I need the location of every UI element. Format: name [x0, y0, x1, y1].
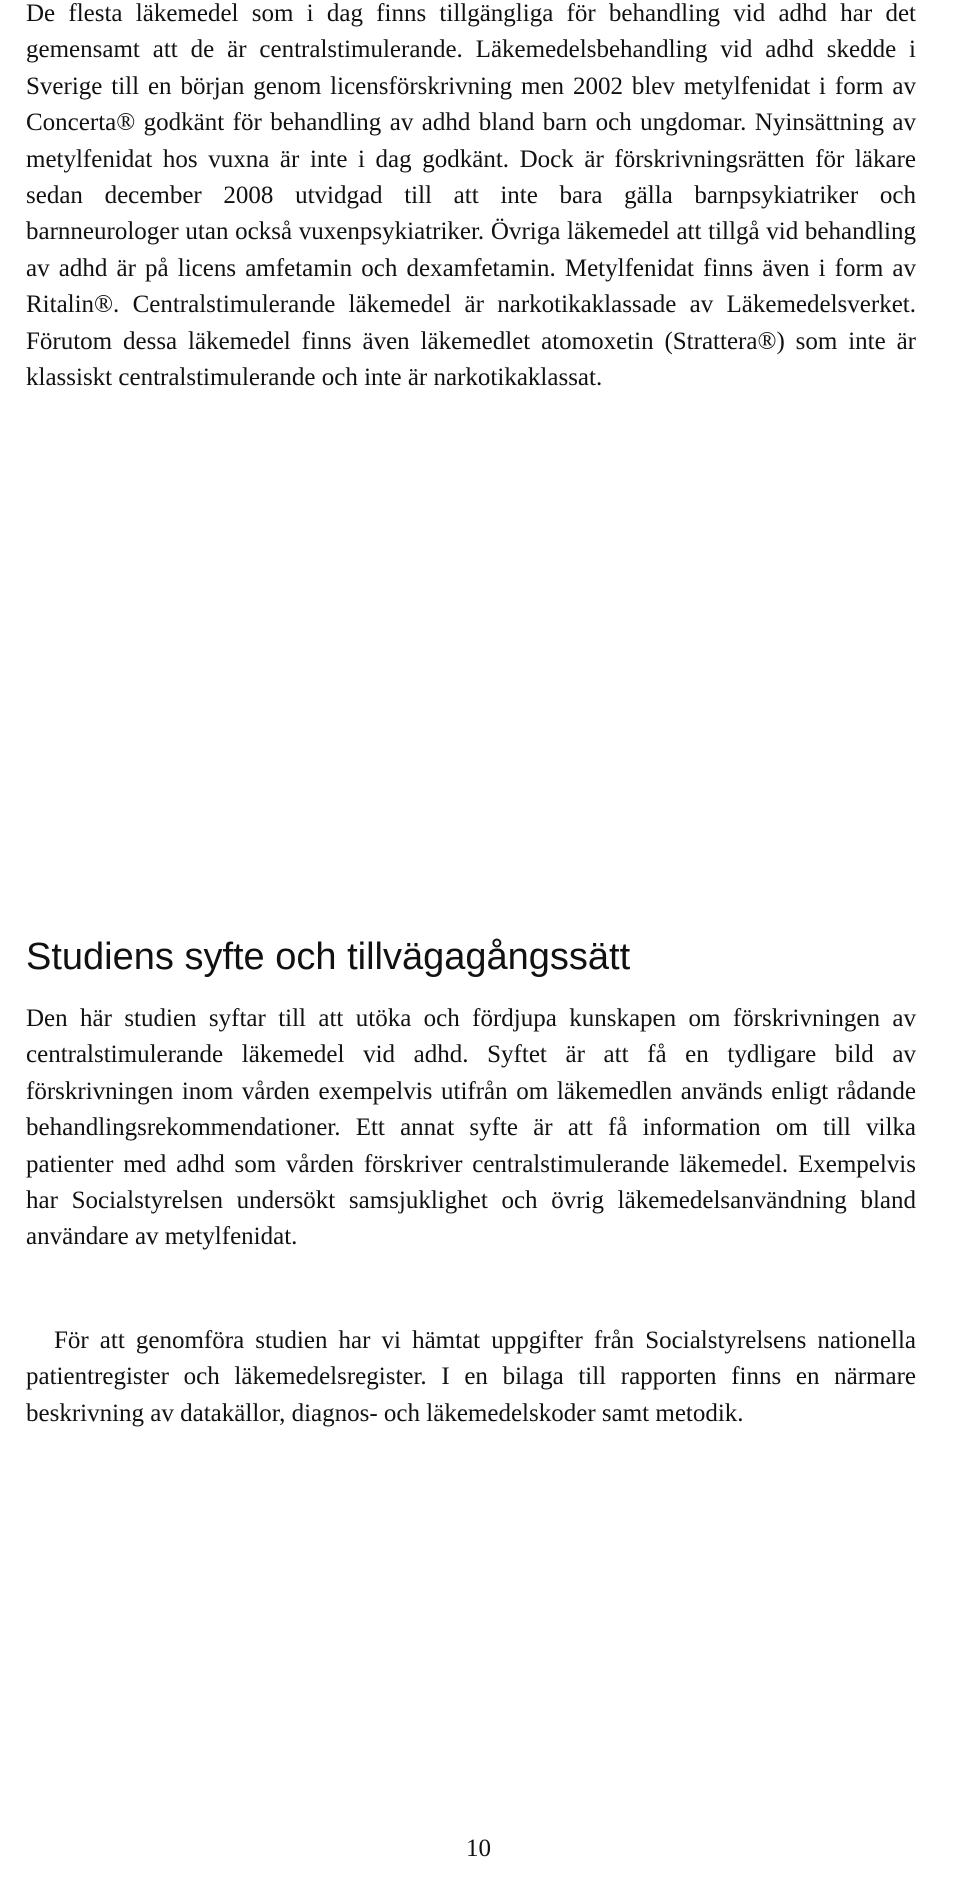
page-number: 10 [466, 1835, 491, 1862]
intro-paragraph: De flesta läkemedel som i dag finns tillgängliga för behandling vid adhd har det gemensamt att de är centralstimulerande. Läkemedelsbehandling vid adhd skedde i Sverige till en början genom licensförskrivning men 2002 blev metylfenidat i form av Concerta® godkänt för behandling av adhd bland barn och ungdomar. Nyinsättning av metylfenidat hos vuxna är inte i dag godkänt. Dock är förskrivningsrätten för läkare sedan december 2008 utvidgad till att inte bara gälla barnpsykiatriker och barnneurologer utan också vuxenpsykiatriker. Övriga läkemedel att tillgå vid behandling av adhd är på licens amfetamin och dexamfetamin. Metylfenidat finns även i form av Ritalin®. Centralstimulerande läkemedel är narkotikaklassade av Läkemedelsverket. Förutom dessa läkemedel finns även läkemedlet atomoxetin (Strattera®) som inte är klassiskt centralstimulerande och inte är narkotikaklassat. [26, 0, 916, 392]
section-heading: Studiens syfte och tillvägagångssätt [26, 936, 631, 978]
method-paragraph: För att genomföra studien har vi hämtat uppgifter från Socialstyrelsens nationella patientregister och läkemedelsregister. I en bilaga till rapporten finns en närmare beskrivning av datakällor, diagnos- och läkemedelskoder samt metodik. [26, 1327, 916, 1427]
purpose-paragraph: Den här studien syftar till att utöka och fördjupa kunskapen om förskrivningen av centralstimulerande läkemedel vid adhd. Syftet är att få en tydligare bild av förskrivningen inom vården exempelvis utifrån om läkemedlen används enligt rådande behandlingsrekommendationer. Ett annat syfte är att få information om till vilka patienter med adhd som vården förskriver centralstimulerande läkemedel. Exempelvis har Socialstyrelsen undersökt samsjuklighet och övrig läkemedelsanvändning bland användare av metylfenidat. [26, 1005, 916, 1251]
